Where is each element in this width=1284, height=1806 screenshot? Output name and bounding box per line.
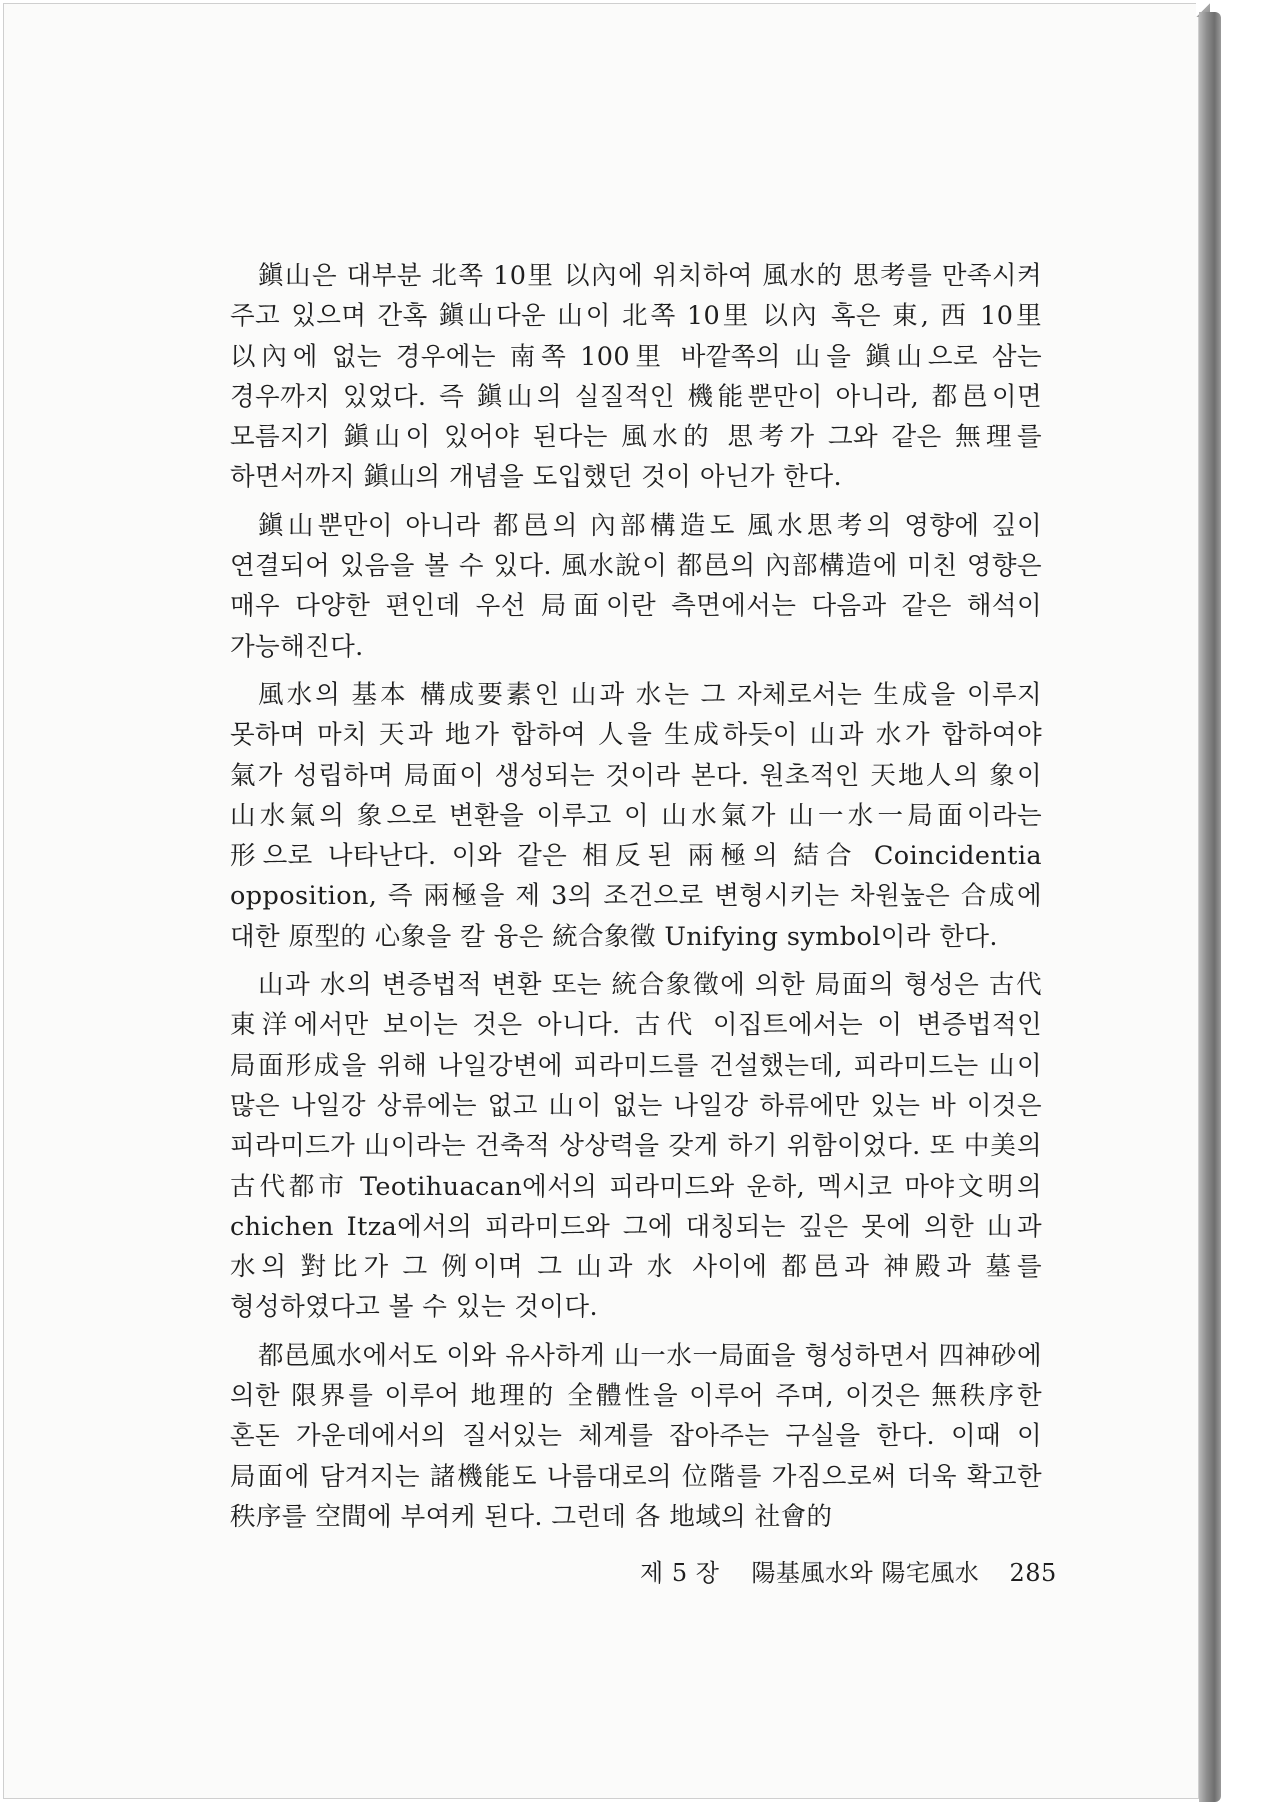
chapter-label: 제 5 장 <box>640 1559 720 1587</box>
paragraph: 都邑風水에서도 이와 유사하게 山一水一局面을 형성하면서 四神砂에 의한 限界를 이루어 地理的 全體性을 이루어 주며, 이것은 無秩序한 혼돈 가운데에서의 질서있는 체계를 잡아주는 구실을 한다. 이때 이 局面에 담겨지는 諸機能도 나름대로의 位階를 가짐으로써 더욱 확고한 秩序를 空間에 부여케 된다. 그런데 各 地域의 社會的 <box>230 1340 1042 1532</box>
paragraph: 鎭山은 대부분 北쪽 10里 以內에 위치하여 風水的 思考를 만족시켜 주고 있으며 간혹 鎭山다운 山이 北쪽 10里 以內 혹은 東, 西 10里 以內에 없는 경우에는 南쪽 100里 바깥쪽의 山을 鎭山으로 삼는 경우까지 있었다. 즉 鎭山의 실질적인 機能뿐만이 아니라, 都邑이면 모름지기 鎭山이 있어야 된다는 風水的 思考가 그와 같은 無理를 하면서까지 鎭山의 개념을 도입했던 것이 아닌가 한다. <box>230 261 1042 493</box>
paragraph: 鎭山뿐만이 아니라 都邑의 內部構造도 風水思考의 영향에 깊이 연결되어 있음을 볼 수 있다. 風水說이 都邑의 內部構造에 미친 영향은 매우 다양한 편인데 우선 局面이란 측면에서는 다음과 같은 해석이 가능해진다. <box>230 510 1042 662</box>
chapter-title: 陽基風水와 陽宅風水 <box>751 1559 980 1587</box>
page-edge-shadow <box>1199 12 1221 1802</box>
body-text <box>230 256 1042 1545</box>
paragraph: 山과 水의 변증법적 변환 또는 統合象徵에 의한 局面의 형성은 古代 東洋에서만 보이는 것은 아니다. 古代 이집트에서는 이 변증법적인 局面形成을 위해 나일강변에 피라미드를 건설했는데, 피라미드는 山이 많은 나일강 상류에는 없고 山이 없는 나일강 하류에만 있는 바 이것은 피라미드가 山이라는 건축적 상상력을 갖게 하기 위함이었다. 또 中美의 古代都市 Teotihuacan에서의 피라미드와 운하, 멕시코 마야文明의 chichen Itza에서의 피라미드와 그에 대칭되는 깊은 못에 의한 山과 水의 對比가 그 例이며 그 山과 水 사이에 都邑과 神殿과 墓를 형성하였다고 볼 수 있는 것이다. <box>230 970 1042 1323</box>
paragraph: 風水의 基本 構成要素인 山과 水는 그 자체로서는 生成을 이루지 못하며 마치 天과 地가 합하여 人을 生成하듯이 山과 水가 합하여야 氣가 성립하며 局面이 생성되는 것이라 본다. 원초적인 天地人의 象이 山水氣의 象으로 변환을 이루고 이 山水氣가 山一水一局面이라는 形으로 나타난다. 이와 같은 相反된 兩極의 結合 Coincidentia opposition, 즉 兩極을 제 3의 조건으로 변형시키는 차원높은 合成에 대한 原型的 心象을 칼 융은 統合象徵 Unifying symbol이라 한다. <box>230 679 1042 952</box>
page-number: 285 <box>1009 1559 1057 1587</box>
page-footer <box>640 1558 1057 1588</box>
